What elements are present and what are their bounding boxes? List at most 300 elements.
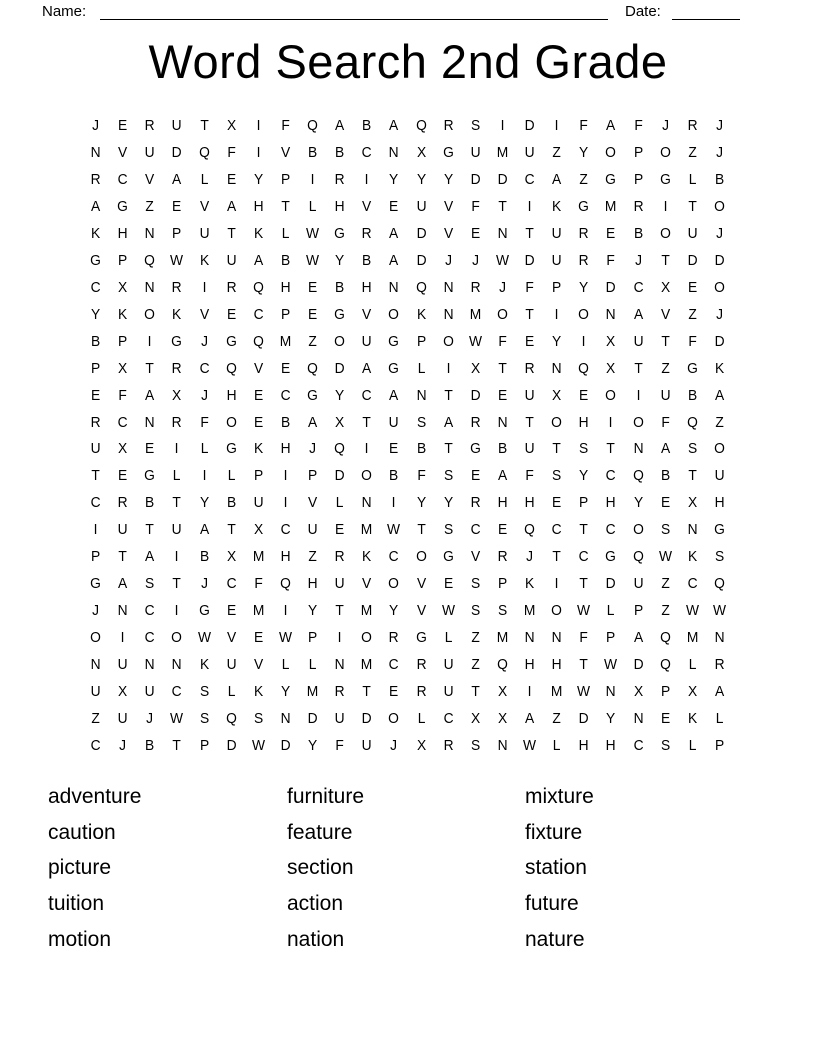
grid-cell: T <box>688 197 697 215</box>
grid-cell: Z <box>660 575 670 593</box>
grid-cell: A <box>199 521 209 539</box>
grid-cell: V <box>660 305 670 323</box>
grid-cell: T <box>471 683 480 701</box>
grid-cell: Y <box>579 278 589 296</box>
grid-cell: C <box>578 548 589 566</box>
grid-cell: T <box>91 467 100 485</box>
grid-cell: D <box>687 251 698 269</box>
grid-cell: O <box>361 467 373 485</box>
grid-cell: W <box>170 710 184 728</box>
grid-cell: U <box>660 386 671 404</box>
grid-cell: G <box>225 332 237 350</box>
grid-cell: T <box>579 575 589 593</box>
grid-cell: O <box>334 332 346 350</box>
grid-cell: X <box>172 386 182 404</box>
grid-cell: U <box>470 143 481 161</box>
grid-cell: R <box>334 548 345 566</box>
grid-cell: Y <box>443 170 453 188</box>
word-search-grid <box>82 112 733 759</box>
grid-cell: T <box>579 656 589 674</box>
grid-cell: D <box>171 143 182 161</box>
grid-cell: B <box>389 467 399 485</box>
grid-cell: P <box>497 575 508 593</box>
grid-cell: P <box>307 629 318 647</box>
grid-cell: K <box>714 359 725 377</box>
grid-cell: T <box>226 521 236 539</box>
grid-cell: R <box>470 278 481 296</box>
grid-cell: V <box>145 170 155 188</box>
word-list-column-1 <box>48 779 141 957</box>
grid-cell: N <box>443 305 454 323</box>
grid-cell: W <box>468 332 482 350</box>
grid-cell: U <box>714 467 725 485</box>
grid-cell: G <box>307 386 318 404</box>
grid-cell: C <box>226 575 237 593</box>
grid-cell: O <box>497 305 508 323</box>
grid-cell: C <box>633 737 644 755</box>
grid-cell: H <box>253 197 264 215</box>
grid-cell: S <box>470 737 480 755</box>
grid-cell: L <box>444 629 453 647</box>
grid-cell: W <box>577 683 591 701</box>
grid-cell: Y <box>335 251 345 269</box>
grid-cell: J <box>119 737 127 755</box>
grid-cell: L <box>308 656 317 674</box>
grid-cell: T <box>226 224 236 242</box>
grid-cell: F <box>416 467 426 485</box>
grid-cell: D <box>497 170 508 188</box>
grid-cell: V <box>416 575 426 593</box>
grid-cell: O <box>659 143 671 161</box>
grid-cell: X <box>118 278 128 296</box>
grid-cell: J <box>92 602 100 620</box>
grid-cell: T <box>660 332 670 350</box>
grid-cell: H <box>280 548 291 566</box>
grid-cell: V <box>199 305 209 323</box>
grid-cell: L <box>335 494 344 512</box>
grid-cell: K <box>362 548 372 566</box>
grid-cell: C <box>90 278 101 296</box>
grid-cell: G <box>686 359 698 377</box>
grid-cell: H <box>226 386 237 404</box>
grid-cell: V <box>416 602 426 620</box>
grid-cell: T <box>362 413 372 431</box>
grid-cell: R <box>90 170 101 188</box>
grid-cell: Y <box>307 737 318 755</box>
grid-cell: M <box>550 683 563 701</box>
grid-cell: S <box>687 440 697 458</box>
grid-cell: T <box>688 467 697 485</box>
grid-cell: Q <box>714 575 725 593</box>
grid-cell: T <box>525 305 534 323</box>
grid-cell: R <box>443 737 454 755</box>
grid-cell: C <box>551 521 562 539</box>
grid-cell: B <box>687 386 697 404</box>
grid-cell: R <box>497 548 508 566</box>
grid-cell: B <box>145 737 155 755</box>
grid-cell: E <box>389 683 399 701</box>
grid-cell: U <box>633 575 644 593</box>
grid-cell: O <box>632 521 644 539</box>
grid-cell: S <box>579 440 589 458</box>
grid-cell: B <box>145 494 155 512</box>
grid-cell: R <box>144 116 155 134</box>
grid-cell: Z <box>688 143 697 161</box>
grid-cell: B <box>335 278 345 296</box>
grid-cell: N <box>605 683 616 701</box>
grid-cell: V <box>118 143 128 161</box>
grid-cell: S <box>497 602 508 620</box>
grid-cell: X <box>687 494 697 512</box>
grid-cell: E <box>497 386 508 404</box>
grid-cell: G <box>90 575 101 593</box>
grid-cell: M <box>686 629 699 647</box>
grid-cell: F <box>633 116 643 134</box>
grid-cell: Q <box>632 467 644 485</box>
grid-cell: W <box>306 224 320 242</box>
grid-cell: U <box>171 116 182 134</box>
grid-cell: R <box>443 116 454 134</box>
grid-cell: C <box>144 629 155 647</box>
grid-cell: Z <box>91 710 100 728</box>
grid-cell: E <box>443 575 453 593</box>
grid-cell: X <box>606 332 616 350</box>
word-list-item: adventure <box>48 784 142 808</box>
grid-cell: I <box>663 197 668 215</box>
grid-cell: F <box>471 197 480 215</box>
grid-cell: A <box>443 413 453 431</box>
grid-cell: T <box>633 359 643 377</box>
grid-cell: Q <box>252 332 264 350</box>
grid-cell: U <box>334 575 345 593</box>
grid-cell: B <box>497 440 508 458</box>
grid-cell: A <box>307 413 318 431</box>
grid-cell: U <box>253 494 264 512</box>
grid-cell: D <box>226 737 237 755</box>
grid-cell: R <box>714 656 725 674</box>
grid-cell: D <box>334 359 345 377</box>
grid-cell: J <box>200 575 208 593</box>
grid-cell: L <box>281 224 290 242</box>
grid-cell: Y <box>90 305 101 323</box>
grid-cell: C <box>199 359 210 377</box>
grid-cell: L <box>173 467 181 485</box>
grid-cell: E <box>226 305 236 323</box>
grid-cell: L <box>227 467 236 485</box>
grid-cell: X <box>416 143 426 161</box>
grid-cell: D <box>605 575 616 593</box>
grid-cell: D <box>280 737 291 755</box>
grid-cell: Y <box>443 494 453 512</box>
grid-cell: I <box>120 629 125 647</box>
grid-cell: R <box>633 197 644 215</box>
grid-cell: K <box>524 575 535 593</box>
grid-cell: T <box>498 359 507 377</box>
grid-cell: N <box>497 737 508 755</box>
grid-cell: V <box>253 359 263 377</box>
word-list-item: mixture <box>525 784 594 808</box>
grid-cell: K <box>416 305 426 323</box>
grid-cell: E <box>335 521 345 539</box>
grid-cell: I <box>202 278 206 296</box>
grid-cell: R <box>416 656 427 674</box>
grid-cell: Y <box>307 602 318 620</box>
grid-cell: B <box>335 143 345 161</box>
grid-cell: N <box>497 413 508 431</box>
grid-cell: D <box>605 278 616 296</box>
grid-cell: C <box>388 656 399 674</box>
grid-cell: S <box>145 575 155 593</box>
grid-cell: I <box>283 602 288 620</box>
grid-cell: Z <box>715 413 724 431</box>
grid-cell: K <box>199 656 209 674</box>
grid-cell: R <box>470 494 481 512</box>
grid-cell: D <box>416 251 427 269</box>
grid-cell: H <box>280 440 291 458</box>
grid-cell: B <box>416 440 426 458</box>
grid-cell: E <box>470 224 480 242</box>
grid-cell: T <box>525 413 534 431</box>
grid-cell: N <box>144 224 155 242</box>
grid-cell: U <box>226 251 237 269</box>
grid-cell: G <box>605 548 617 566</box>
grid-cell: U <box>90 440 101 458</box>
grid-cell: J <box>634 251 642 269</box>
grid-cell: H <box>714 494 725 512</box>
grid-cell: H <box>605 737 616 755</box>
word-list-item: feature <box>287 820 353 844</box>
grid-cell: J <box>444 251 452 269</box>
grid-cell: T <box>498 197 507 215</box>
grid-cell: L <box>281 656 290 674</box>
grid-cell: W <box>658 548 672 566</box>
grid-cell: P <box>90 359 101 377</box>
grid-cell: B <box>660 467 670 485</box>
grid-cell: V <box>362 575 372 593</box>
grid-cell: E <box>253 413 263 431</box>
grid-cell: O <box>388 305 400 323</box>
grid-cell: O <box>442 332 454 350</box>
grid-cell: E <box>226 602 236 620</box>
grid-cell: X <box>660 278 670 296</box>
grid-cell: B <box>90 332 101 350</box>
grid-cell: C <box>361 143 372 161</box>
grid-cell: H <box>280 278 291 296</box>
grid-cell: P <box>660 683 670 701</box>
grid-cell: U <box>361 737 372 755</box>
grid-cell: F <box>525 467 534 485</box>
grid-cell: M <box>496 143 509 161</box>
grid-cell: R <box>226 278 237 296</box>
grid-cell: C <box>117 170 128 188</box>
grid-cell: T <box>145 521 155 539</box>
grid-cell: U <box>551 224 562 242</box>
grid-cell: U <box>416 197 427 215</box>
grid-cell: K <box>90 224 101 242</box>
grid-cell: E <box>253 386 263 404</box>
grid-cell: Y <box>389 602 399 620</box>
grid-cell: Y <box>199 494 209 512</box>
grid-cell: C <box>253 305 264 323</box>
grid-cell: V <box>362 197 372 215</box>
grid-cell: C <box>687 575 698 593</box>
grid-cell: A <box>335 116 345 134</box>
grid-cell: G <box>198 602 210 620</box>
grid-cell: O <box>605 386 617 404</box>
grid-cell: A <box>389 116 399 134</box>
grid-cell: L <box>688 656 697 674</box>
grid-cell: A <box>389 386 399 404</box>
grid-cell: I <box>527 197 532 215</box>
grid-cell: N <box>144 278 155 296</box>
grid-cell: U <box>551 251 562 269</box>
grid-cell: A <box>118 575 128 593</box>
word-list-item: action <box>287 891 344 915</box>
grid-cell: K <box>687 710 697 728</box>
grid-cell: C <box>117 413 128 431</box>
grid-cell: E <box>470 467 480 485</box>
grid-cell: R <box>171 413 182 431</box>
grid-cell: G <box>442 143 454 161</box>
grid-cell: O <box>388 575 400 593</box>
grid-cell: P <box>714 737 725 755</box>
grid-cell: G <box>415 629 427 647</box>
grid-cell: C <box>388 548 399 566</box>
grid-cell: E <box>687 278 697 296</box>
grid-cell: Z <box>552 143 561 161</box>
grid-cell: O <box>632 413 644 431</box>
grid-cell: P <box>633 170 643 188</box>
grid-cell: I <box>147 332 152 350</box>
grid-cell: U <box>633 332 644 350</box>
grid-cell: N <box>388 143 399 161</box>
grid-cell: N <box>90 656 101 674</box>
grid-cell: T <box>281 197 290 215</box>
grid-cell: E <box>389 440 399 458</box>
word-list-item: motion <box>48 927 112 951</box>
grid-cell: G <box>334 305 346 323</box>
grid-cell: O <box>714 440 725 458</box>
grid-cell: R <box>524 359 535 377</box>
grid-cell: Q <box>144 251 156 269</box>
grid-cell: M <box>469 305 482 323</box>
grid-cell: S <box>443 467 453 485</box>
grid-cell: A <box>90 197 101 215</box>
grid-cell: Y <box>416 170 426 188</box>
grid-cell: O <box>714 278 725 296</box>
grid-cell: P <box>118 251 128 269</box>
grid-cell: E <box>497 521 508 539</box>
grid-cell: R <box>361 224 372 242</box>
grid-cell: P <box>199 737 209 755</box>
grid-cell: X <box>552 386 562 404</box>
grid-cell: A <box>389 224 399 242</box>
grid-cell: C <box>605 521 616 539</box>
grid-cell: A <box>633 629 643 647</box>
grid-cell: D <box>633 656 644 674</box>
grid-cell: E <box>145 440 155 458</box>
grid-cell: U <box>524 440 535 458</box>
grid-cell: X <box>416 737 426 755</box>
grid-cell: J <box>498 278 506 296</box>
grid-cell: A <box>253 251 263 269</box>
grid-cell: I <box>554 305 559 323</box>
grid-cell: P <box>606 629 616 647</box>
grid-cell: P <box>579 494 589 512</box>
grid-cell: A <box>552 170 562 188</box>
grid-cell: Z <box>145 197 155 215</box>
grid-cell: O <box>578 305 590 323</box>
grid-cell: U <box>117 710 128 728</box>
grid-cell: J <box>471 251 479 269</box>
grid-cell: T <box>660 251 670 269</box>
grid-cell: B <box>280 251 291 269</box>
grid-cell: S <box>470 116 480 134</box>
grid-cell: D <box>524 251 535 269</box>
grid-cell: W <box>712 602 726 620</box>
grid-cell: Q <box>198 143 210 161</box>
grid-cell: V <box>280 143 291 161</box>
grid-cell: M <box>361 656 373 674</box>
grid-cell: K <box>253 224 263 242</box>
grid-cell: I <box>554 575 559 593</box>
grid-cell: C <box>524 170 535 188</box>
grid-cell: Z <box>660 359 670 377</box>
grid-cell: H <box>578 737 589 755</box>
grid-cell: R <box>578 224 589 242</box>
grid-cell: Z <box>471 629 480 647</box>
grid-cell: N <box>551 359 562 377</box>
grid-cell: U <box>388 413 399 431</box>
grid-cell: A <box>145 386 155 404</box>
grid-cell: N <box>633 440 644 458</box>
grid-cell: T <box>416 521 426 539</box>
grid-cell: E <box>172 197 182 215</box>
grid-cell: R <box>171 359 182 377</box>
grid-cell: U <box>226 656 237 674</box>
grid-cell: T <box>606 440 616 458</box>
grid-cell: N <box>551 629 562 647</box>
word-list-item: caution <box>48 820 116 844</box>
grid-cell: D <box>524 116 535 134</box>
grid-cell: H <box>524 656 535 674</box>
grid-cell: I <box>256 143 261 161</box>
grid-cell: R <box>470 413 481 431</box>
grid-cell: X <box>497 683 508 701</box>
grid-cell: K <box>253 683 263 701</box>
grid-cell: M <box>252 548 265 566</box>
grid-cell: N <box>171 656 182 674</box>
grid-cell: J <box>526 548 534 566</box>
grid-cell: T <box>579 521 589 539</box>
grid-cell: A <box>362 359 372 377</box>
grid-cell: S <box>253 710 263 728</box>
grid-cell: K <box>687 548 697 566</box>
grid-cell: A <box>524 710 535 728</box>
grid-cell: E <box>579 386 589 404</box>
grid-cell: I <box>256 116 261 134</box>
grid-cell: N <box>605 305 616 323</box>
grid-cell: B <box>226 494 236 512</box>
grid-cell: Q <box>307 116 318 134</box>
grid-cell: L <box>200 170 208 188</box>
grid-cell: L <box>417 359 425 377</box>
grid-cell: X <box>687 683 697 701</box>
grid-cell: K <box>199 251 209 269</box>
grid-cell: V <box>362 305 372 323</box>
grid-cell: G <box>578 197 590 215</box>
grid-cell: Z <box>552 710 561 728</box>
